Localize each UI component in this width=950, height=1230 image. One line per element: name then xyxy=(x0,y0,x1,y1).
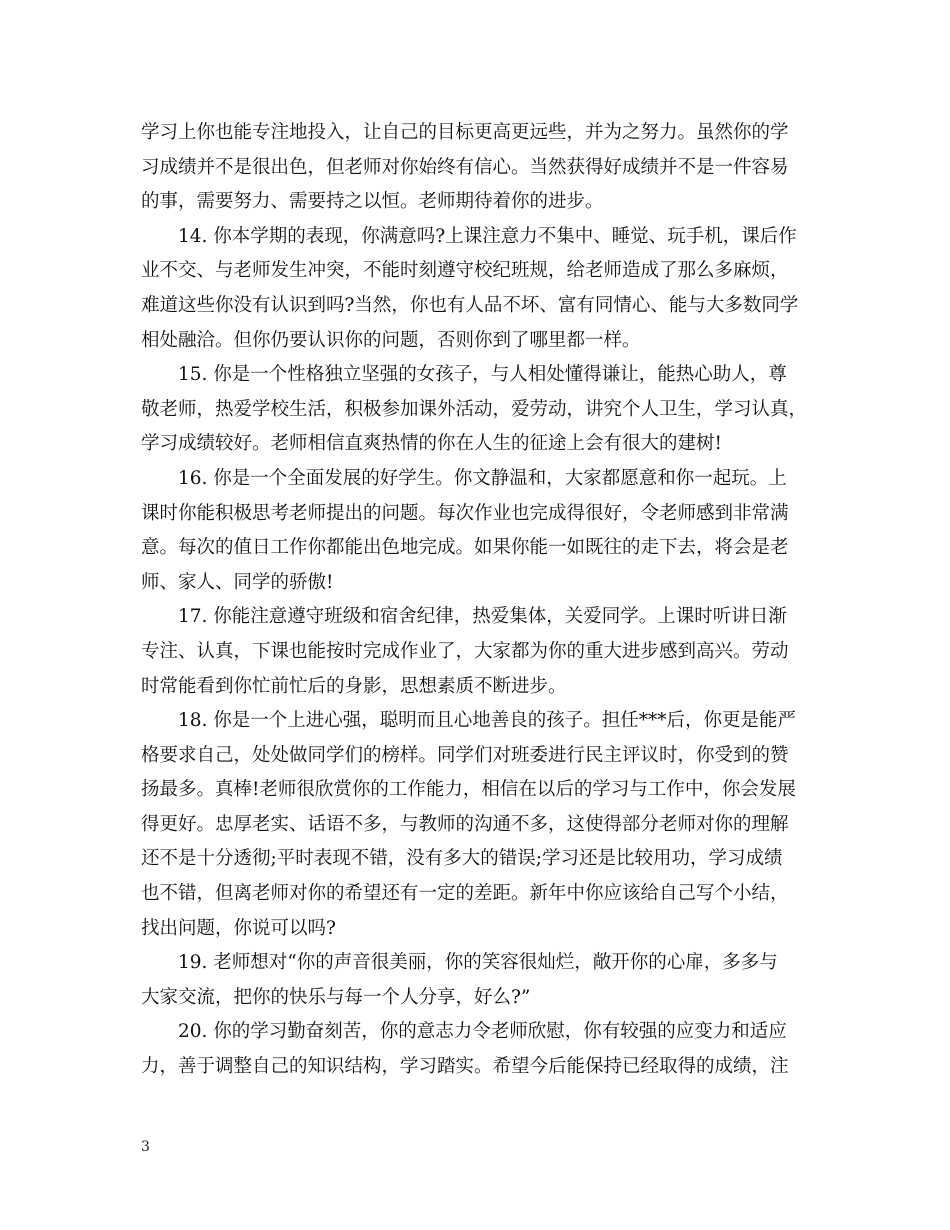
paragraph-19 xyxy=(141,946,817,1015)
text-line: 也不错，但离老师对你的希望还有一定的差距。新年中你应该给自己写个小结， xyxy=(141,883,789,905)
paragraph-14 xyxy=(141,220,817,358)
text-line: 得更好。忠厚老实、话语不多，与教师的沟通不多，这使得部分老师对你的理解 xyxy=(141,813,789,835)
paragraph-16 xyxy=(141,462,817,600)
text-line: 时常能看到你忙前忙后的身影，思想素质不断进步。 xyxy=(141,675,567,697)
text-line: 扬最多。真棒!老师很欣赏你的工作能力，相信在以后的学习与工作中，你会发展 xyxy=(141,779,796,801)
text-line: 学习上你也能专注地投入，让自己的目标更高更远些，并为之努力。虽然你的学 xyxy=(141,122,789,143)
text-line: 业不交、与老师发生冲突，不能时刻遵守校纪班规，给老师造成了那么多麻烦， xyxy=(141,260,789,282)
paragraph-18 xyxy=(141,704,817,946)
paragraph-20 xyxy=(141,1015,817,1084)
text-line: 课时你能积极思考老师提出的问题。每次作业也完成得很好，令老师感到非常满 xyxy=(141,502,789,524)
text-line: 敬老师，热爱学校生活，积极参加课外活动，爱劳动，讲究个人卫生，学习认真， xyxy=(141,398,808,420)
body-text xyxy=(141,116,817,1085)
text-line: 15. 你是一个性格独立坚强的女孩子，与人相处懂得谦让，能热心助人，尊 xyxy=(178,364,787,386)
text-line: 14. 你本学期的表现，你满意吗?上课注意力不集中、睡觉、玩手机，课后作 xyxy=(178,225,797,247)
text-line: 格要求自己，处处做同学们的榜样。同学们对班委进行民主评议时，你受到的赞 xyxy=(141,744,789,766)
text-line: 专注、认真，下课也能按时完成作业了，大家都为你的重大进步感到高兴。劳动 xyxy=(141,640,789,662)
text-line: 师、家人、同学的骄傲! xyxy=(141,571,334,593)
paragraph-15 xyxy=(141,358,817,462)
text-line: 19. 老师想对“你的声音很美丽，你的笑容很灿烂，敞开你的心扉，多多与 xyxy=(178,952,778,974)
text-line: 17. 你能注意遵守班级和宿舍纪律，热爱集体，关爱同学。上课时听讲日渐 xyxy=(178,606,787,628)
text-line: 的事，需要努力、需要持之以恒。老师期待着你的进步。 xyxy=(141,191,604,213)
text-line: 20. 你的学习勤奋刻苦，你的意志力令老师欣慰，你有较强的应变力和适应 xyxy=(178,1021,787,1043)
paragraph-17 xyxy=(141,600,817,704)
text-line: 16. 你是一个全面发展的好学生。你文静温和，大家都愿意和你一起玩。上 xyxy=(178,467,787,489)
text-line: 相处融洽。但你仍要认识你的问题，否则你到了哪里都一样。 xyxy=(141,329,641,351)
text-line: 找出问题，你说可以吗? xyxy=(141,917,336,939)
text-line: 力，善于调整自己的知识结构，学习踏实。希望今后能保持已经取得的成绩，注 xyxy=(141,1056,789,1078)
text-line: 18. 你是一个上进心强，聪明而且心地善良的孩子。担任***后，你更是能严 xyxy=(178,710,797,732)
page-number: 3 xyxy=(141,1139,150,1155)
text-line: 大家交流，把你的快乐与每一个人分享，好么?” xyxy=(141,986,531,1008)
text-line: 难道这些你没有认识到吗?当然，你也有人品不坏、富有同情心、能与大多数同学 xyxy=(141,294,799,316)
text-line: 学习成绩较好。老师相信直爽热情的你在人生的征途上会有很大的建树! xyxy=(141,433,722,455)
paragraph-continued xyxy=(141,116,817,220)
text-line: 还不是十分透彻;平时表现不错，没有多大的错误;学习还是比较用功，学习成绩 xyxy=(141,848,783,870)
text-line: 意。每次的值日工作你都能出色地完成。如果你能一如既往的走下去，将会是老 xyxy=(141,537,789,559)
text-line: 习成绩并不是很出色，但老师对你始终有信心。当然获得好成绩并不是一件容易 xyxy=(141,156,789,178)
